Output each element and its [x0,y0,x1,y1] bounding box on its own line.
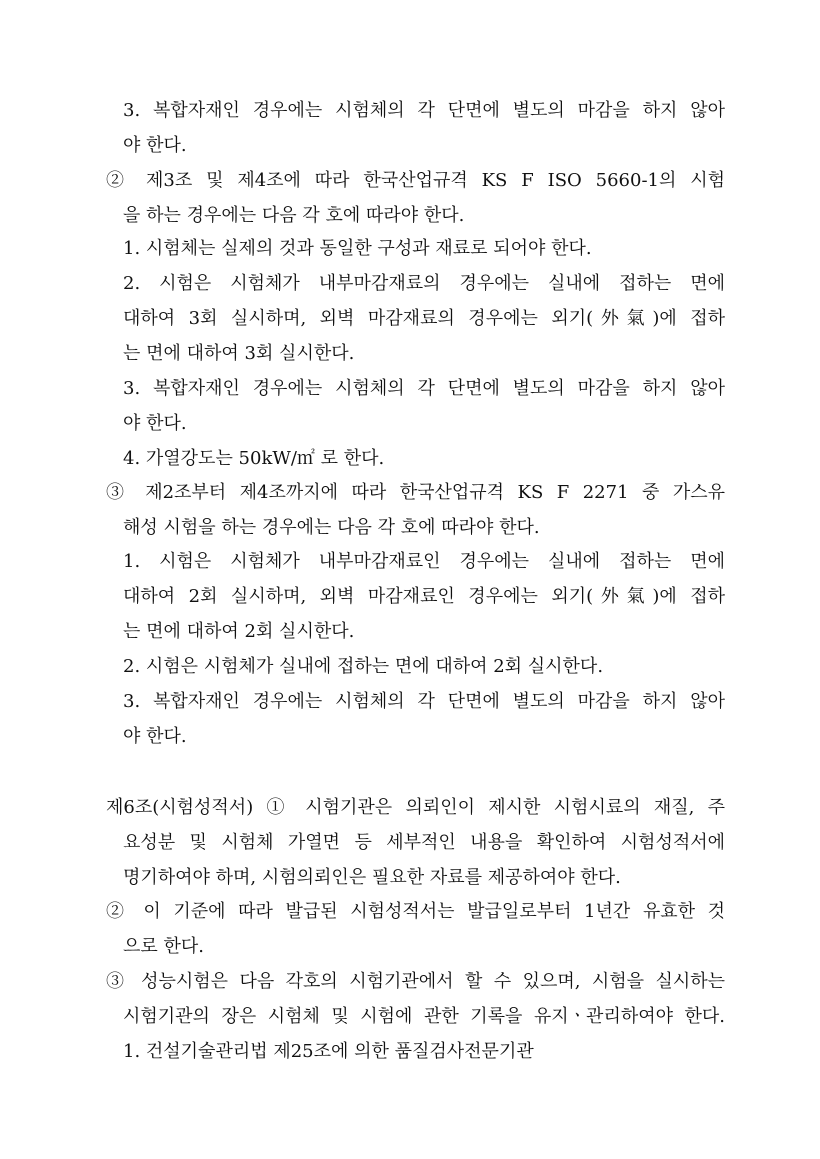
text-line: ③ 성능시험은 다음 각호의 시험기관에서 할 수 있으며, 시험을 실시하는 [106,971,725,992]
text-line: 요성분 및 시험체 가열면 등 세부적인 내용을 확인하여 시험성적서에 [123,832,725,853]
text-line: 시험기관의 장은 시험체 및 시험에 관한 기록을 유지ㆍ관리하여야 한다. [123,1006,725,1027]
text-line: 는 면에 대하여 2회 실시한다. [123,621,355,642]
text-line: 야 한다. [123,135,187,156]
text-line: ② 이 기준에 따라 발급된 시험성적서는 발급일로부터 1년간 유효한 것 [106,901,725,922]
text-line: 야 한다. [123,413,187,434]
article-heading-line: 제6조(시험성적서) ① 시험기관은 의뢰인이 제시한 시험시료의 재질, 주 [106,797,725,818]
text-line: 명기하여야 하며, 시험의뢰인은 필요한 자료를 제공하여야 한다. [123,867,621,888]
text-line: 는 면에 대하여 3회 실시한다. [123,343,355,364]
text-line: 3. 복합자재인 경우에는 시험체의 각 단면에 별도의 마감을 하지 않아 [123,100,725,121]
text-line: 으로 한다. [123,936,204,957]
text-line: ② 제3조 및 제4조에 따라 한국산업규격 KS F ISO 5660-1의 시험 [106,170,725,191]
text-line: 1. 시험은 시험체가 내부마감재료인 경우에는 실내에 접하는 면에 [123,551,725,572]
text-line: 대하여 2회 실시하며, 외벽 마감재료인 경우에는 외기(外氣)에 접하 [123,586,725,607]
text-line: 2. 시험은 시험체가 실내에 접하는 면에 대하여 2회 실시한다. [123,656,604,677]
text-line: 해성 시험을 하는 경우에는 다음 각 호에 따라야 한다. [123,517,540,538]
text-line: 1. 시험체는 실제의 것과 동일한 구성과 재료로 되어야 한다. [123,238,592,259]
text-line: 대하여 3회 실시하며, 외벽 마감재료의 경우에는 외기(外氣)에 접하 [123,308,725,329]
text-line: 야 한다. [123,726,187,747]
text-line: 1. 건설기술관리법 제25조에 의한 품질검사전문기관 [123,1041,534,1062]
text-line: 4. 가열강도는 50kW/㎡ 로 한다. [123,448,385,469]
text-line: 2. 시험은 시험체가 내부마감재료의 경우에는 실내에 접하는 면에 [123,273,725,294]
text-line: 3. 복합자재인 경우에는 시험체의 각 단면에 별도의 마감을 하지 않아 [123,691,725,712]
text-line: ③ 제2조부터 제4조까지에 따라 한국산업규격 KS F 2271 중 가스유 [106,482,725,503]
text-line: 을 하는 경우에는 다음 각 호에 따라야 한다. [123,205,465,226]
text-line: 3. 복합자재인 경우에는 시험체의 각 단면에 별도의 마감을 하지 않아 [123,378,725,399]
